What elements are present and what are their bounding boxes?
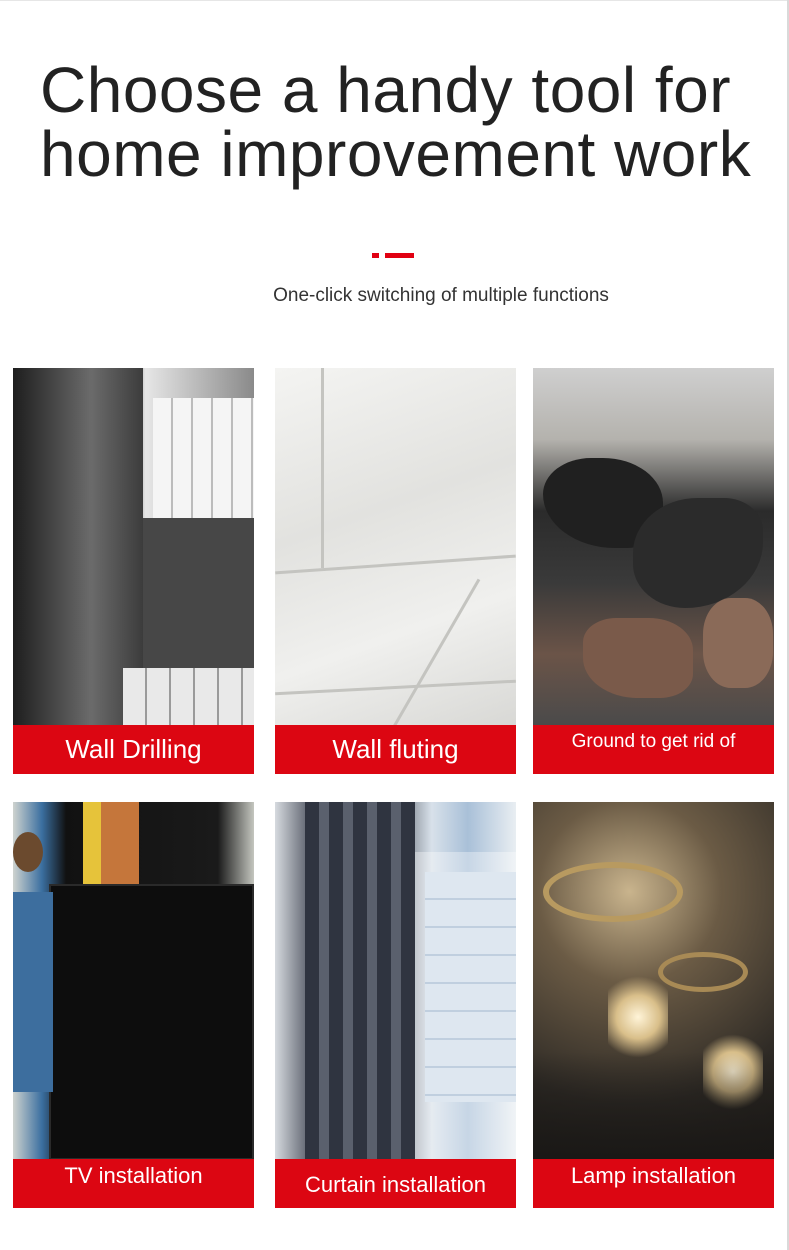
page-subtitle: One-click switching of multiple functions [273, 285, 609, 306]
function-label: TV installation [13, 1159, 254, 1208]
function-card-lamp-installation [533, 802, 774, 1208]
plaster-wall-photo [275, 368, 516, 726]
page-title [40, 54, 760, 190]
function-card-wall-drilling [13, 368, 254, 774]
broken-ground-photo [533, 368, 774, 726]
concrete-wall-photo [13, 368, 254, 726]
function-card-curtain-installation [275, 802, 516, 1208]
function-label: Ground to get rid of [533, 725, 774, 774]
function-label: Curtain installation [275, 1159, 516, 1208]
function-label: Lamp installation [533, 1159, 774, 1208]
title-line-1: Choose a handy tool for [40, 54, 732, 126]
function-card-wall-fluting [275, 368, 516, 774]
function-label: Wall fluting [275, 725, 516, 774]
function-card-ground-removal [533, 368, 774, 774]
top-border [0, 0, 789, 1]
title-line-2: home improvement work [40, 118, 752, 190]
divider-bar [385, 253, 414, 258]
function-label: Wall Drilling [13, 725, 254, 774]
divider-dot [372, 253, 379, 258]
tv-mounting-photo [13, 802, 254, 1160]
curtain-window-photo [275, 802, 516, 1160]
function-card-tv-installation [13, 802, 254, 1208]
chandelier-photo [533, 802, 774, 1160]
